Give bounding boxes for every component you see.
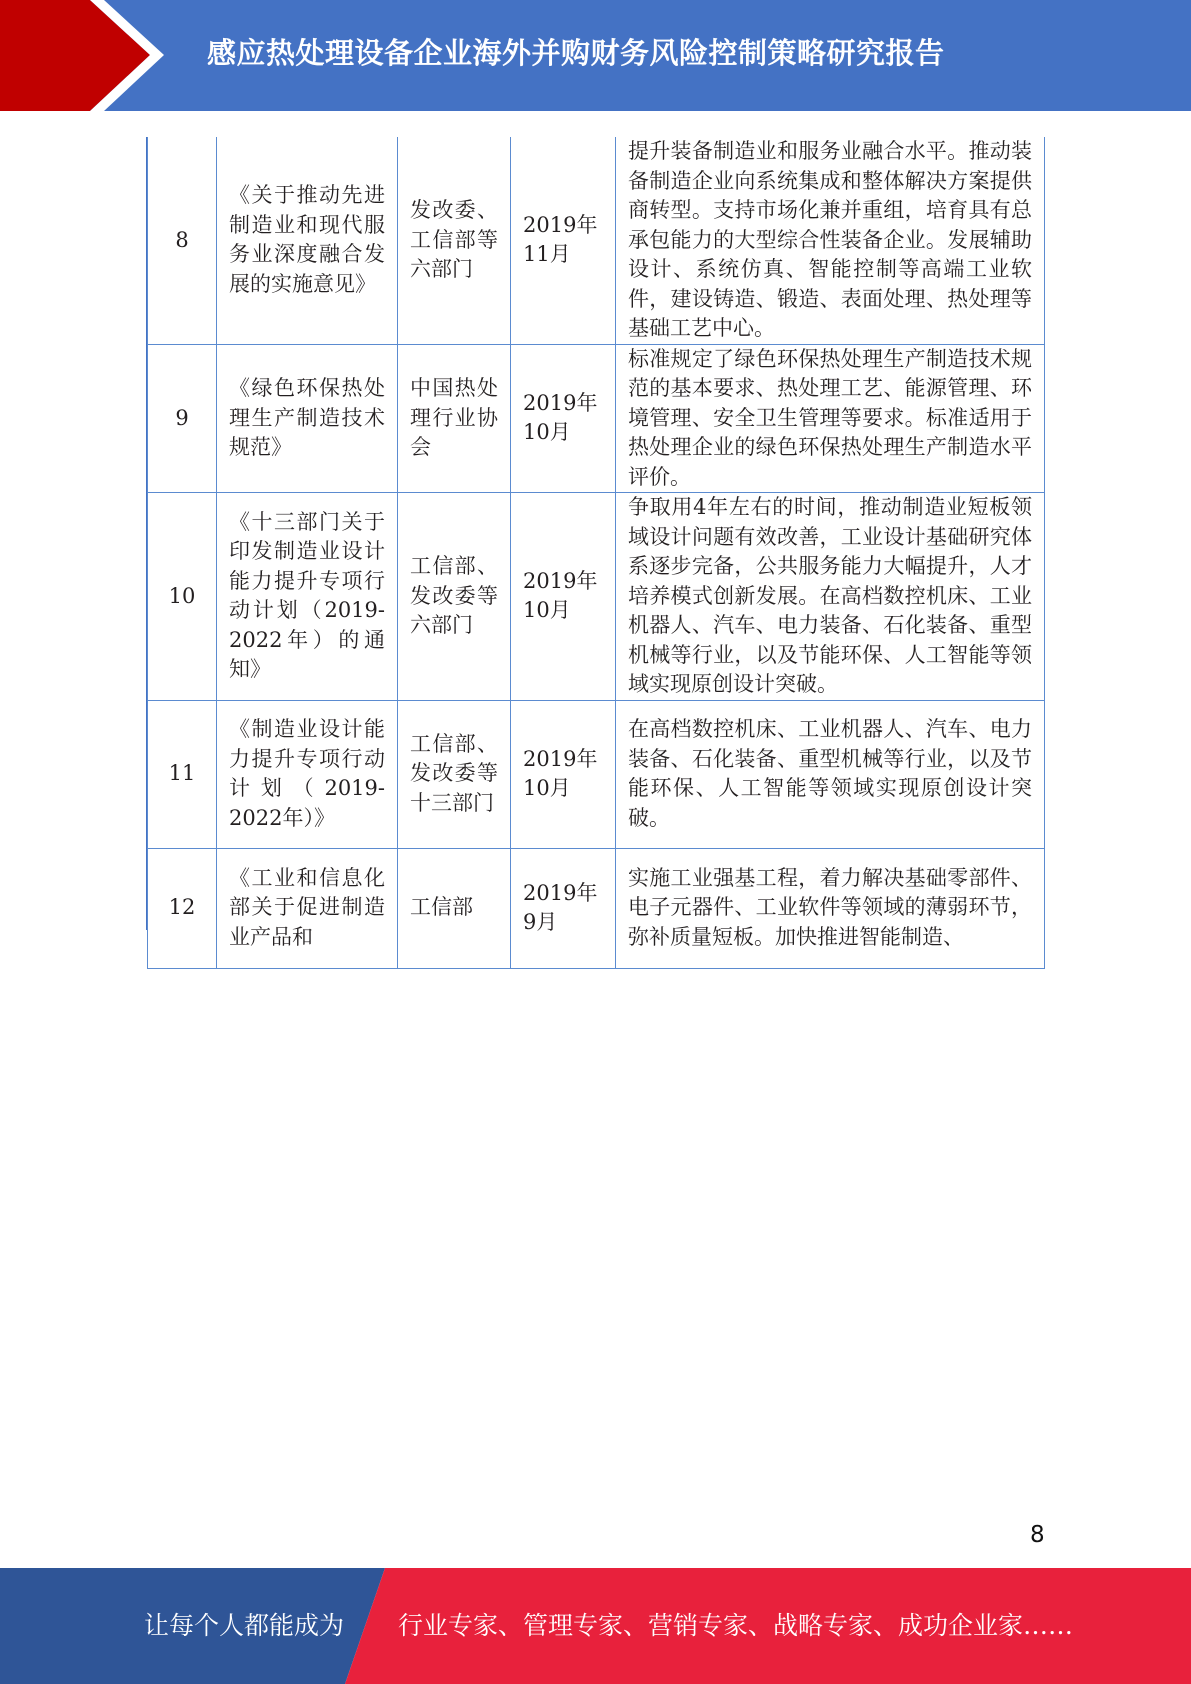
policy-name: 《关于推动先进制造业和现代服务业深度融合发展的实施意见》 bbox=[217, 137, 398, 344]
page-number: 8 bbox=[1030, 1522, 1045, 1548]
policy-name: 《绿色环保热处理生产制造技术规范》 bbox=[217, 344, 398, 493]
issuing-department: 中国热处理行业协会 bbox=[398, 344, 511, 493]
issuing-department: 工信部、发改委等十三部门 bbox=[398, 700, 511, 848]
row-number: 11 bbox=[148, 700, 217, 848]
row-number: 9 bbox=[148, 344, 217, 493]
issue-date: 2019年11月 bbox=[511, 137, 616, 344]
table-row bbox=[148, 848, 1045, 968]
issue-date: 2019年9月 bbox=[511, 848, 616, 968]
policy-name: 《工业和信息化部关于促进制造业产品和 bbox=[217, 848, 398, 968]
policy-name: 《十三部门关于印发制造业设计能力提升专项行动计划（2019-2022年）的通知》 bbox=[217, 493, 398, 701]
row-number: 10 bbox=[148, 493, 217, 701]
policy-content: 实施工业强基工程，着力解决基础零部件、电子元器件、工业软件等领域的薄弱环节，弥补质量短板。加快推进智能制造、 bbox=[616, 848, 1045, 968]
policy-name: 《制造业设计能力提升专项行动计划（2019-2022年）》 bbox=[217, 700, 398, 848]
policy-content: 标准规定了绿色环保热处理生产制造技术规范的基本要求、热处理工艺、能源管理、环境管理、安全卫生管理等要求。标准适用于热处理企业的绿色环保热处理生产制造水平评价。 bbox=[616, 344, 1045, 493]
policy-table-container bbox=[146, 137, 1045, 949]
report-title: 感应热处理设备企业海外并购财务风险控制策略研究报告 bbox=[207, 36, 945, 70]
table-row bbox=[148, 700, 1045, 848]
row-number: 12 bbox=[148, 848, 217, 968]
policy-content: 争取用4年左右的时间，推动制造业短板领域设计问题有效改善，工业设计基础研究体系逐步完备，公共服务能力大幅提升，人才培养模式创新发展。在高档数控机床、工业机器人、汽车、电力装备、石化装备、重型机械等行业，以及节能环保、人工智能等领域实现原创设计突破。 bbox=[616, 493, 1045, 701]
issuing-department: 工信部 bbox=[398, 848, 511, 968]
table-row bbox=[148, 344, 1045, 493]
policy-content: 提升装备制造业和服务业融合水平。推动装备制造企业向系统集成和整体解决方案提供商转型。支持市场化兼并重组，培育具有总承包能力的大型综合性装备企业。发展辅助设计、系统仿真、智能控制等高端工业软件，建设铸造、锻造、表面处理、热处理等基础工艺中心。 bbox=[616, 137, 1045, 344]
issuing-department: 工信部、发改委等六部门 bbox=[398, 493, 511, 701]
footer-slogan-right: 行业专家、管理专家、营销专家、战略专家、成功企业家…… bbox=[398, 1611, 1074, 1640]
policy-content: 在高档数控机床、工业机器人、汽车、电力装备、石化装备、重型机械等行业，以及节能环保、人工智能等领域实现原创设计突破。 bbox=[616, 700, 1045, 848]
footer-slogan-left: 让每个人都能成为 bbox=[144, 1611, 345, 1640]
table-row bbox=[148, 493, 1045, 701]
report-header bbox=[0, 0, 1191, 111]
table-row bbox=[148, 137, 1045, 344]
issue-date: 2019年10月 bbox=[511, 344, 616, 493]
issue-date: 2019年10月 bbox=[511, 700, 616, 848]
issuing-department: 发改委、工信部等六部门 bbox=[398, 137, 511, 344]
issue-date: 2019年10月 bbox=[511, 493, 616, 701]
row-number: 8 bbox=[148, 137, 217, 344]
policy-table bbox=[147, 137, 1045, 969]
report-footer bbox=[0, 1568, 1191, 1684]
